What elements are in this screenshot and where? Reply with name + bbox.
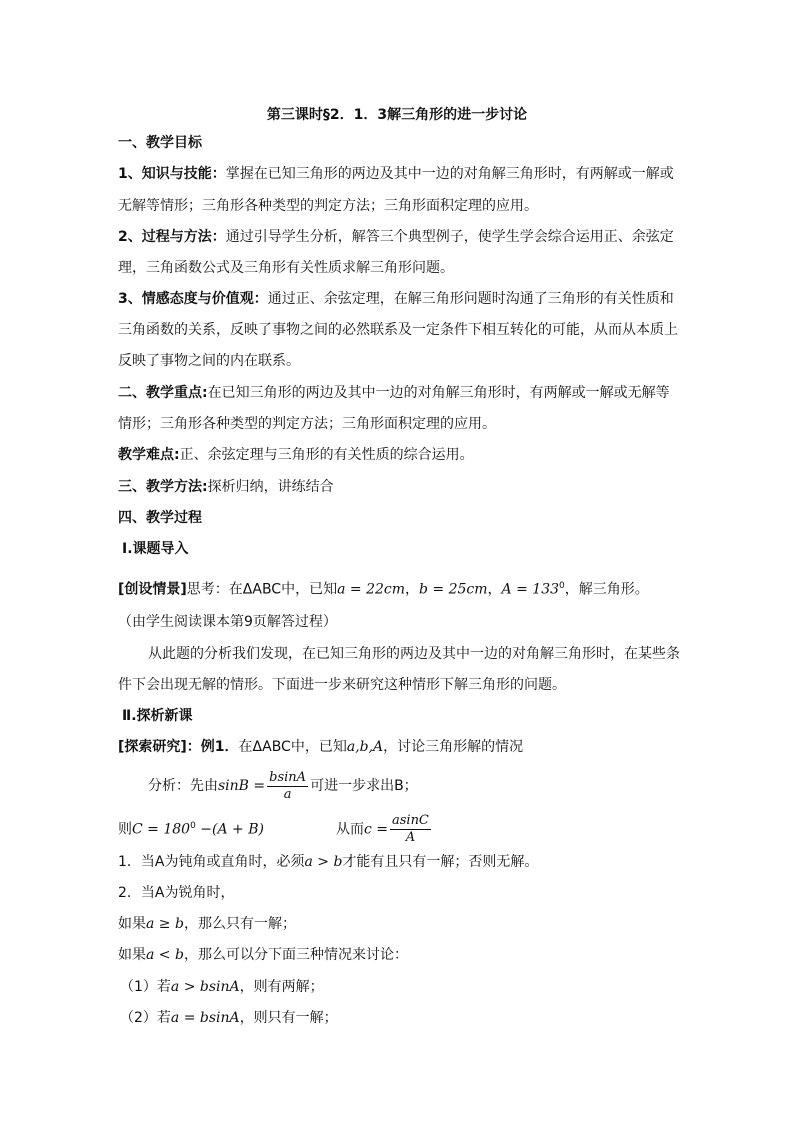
scene-sep1: ，: [405, 581, 420, 598]
objective-process-text1: 通过引导学生分析，解答三个典型例子，使学生学会综合运用正、余弦定: [225, 229, 674, 245]
case2b-post: ，那么可以分下面三种情况来讨论：: [183, 947, 408, 963]
case2b-line: [118, 946, 408, 964]
case1-line: [118, 853, 538, 871]
example-label: [探索研究]：例1．: [118, 739, 239, 755]
case1-pre: 1．当A为钝角或直角时，必须: [118, 854, 305, 870]
case2a-cond: a ≥ b: [146, 916, 184, 932]
method-line: [118, 478, 334, 496]
method-label: 三、教学方法:: [118, 479, 208, 495]
example-vars: a,b,A: [346, 739, 384, 755]
analysis-denominator: a: [283, 786, 292, 802]
key-points-line1: [118, 384, 670, 402]
objective-attitude-text1: 通过正、余弦定理，在解三角形问题时沟通了三角形的有关性质和: [267, 291, 674, 307]
analysis-post: 可进一步求出B；: [310, 778, 418, 794]
objective-process-line2: 理，三角函数公式及三角形有关性质求解三角形问题。: [118, 260, 454, 276]
difficulty-text: 正、余弦定理与三角形的有关性质的综合运用。: [179, 447, 474, 463]
difficulty-line: [118, 446, 474, 464]
analysis-fraction: [267, 770, 308, 803]
example-pre: 在ΔABC中，已知: [238, 739, 347, 755]
key-points-label: 二、教学重点:: [118, 385, 208, 401]
case2-line: 2．当A为锐角时，: [118, 885, 235, 901]
example-post: ，讨论三角形解的情况: [383, 739, 524, 755]
objective-attitude-line2: 三角函数的关系，反映了事物之间的必然联系及一定条件下相互转化的可能，从而从本质上: [118, 322, 678, 338]
then-c-numerator: asinC: [391, 813, 429, 829]
subcase2-cond: a = bsinA: [170, 1010, 240, 1026]
objective-knowledge-label: 1、知识与技能：: [118, 166, 226, 182]
subcase1-line: [120, 978, 324, 996]
objective-attitude-line3: 反映了事物之间的内在联系。: [118, 353, 300, 369]
scene-degree: 0: [559, 581, 565, 591]
analysis-lhs: sinB =: [218, 778, 266, 794]
case2a-pre: 如果: [118, 916, 146, 932]
objective-knowledge-line1: [118, 165, 674, 183]
objective-attitude-label: 3、情感态度与价值观：: [118, 291, 268, 307]
part2-heading: Ⅱ.探析新课: [122, 708, 193, 724]
scene-post: ，解三角形。: [564, 581, 649, 598]
method-text: 探析归纳，讲练结合: [207, 479, 334, 495]
then-c-pre: 则: [118, 821, 132, 838]
subcase1-cond: a > bsinA: [170, 979, 240, 995]
scene-line: [118, 577, 649, 599]
then-c-lhs: c =: [363, 821, 388, 838]
section-objectives-heading: 一、教学目标: [118, 135, 202, 151]
case1-post: 才能有且只有一解；否则无解。: [342, 854, 539, 870]
scene-pre: 思考：在ΔABC中，已知: [186, 581, 338, 598]
scene-sep2: ，: [487, 581, 502, 598]
case1-cond: a > b: [304, 854, 343, 870]
note-line: （由学生阅读课本第9页解答过程）: [118, 614, 337, 630]
case2a-line: [118, 915, 296, 933]
then-c-denominator: A: [405, 830, 416, 846]
scene-angle: A = 133: [501, 581, 560, 598]
analysis-line: [148, 768, 418, 804]
then-c-rest: −(A + B): [195, 821, 264, 838]
key-points-text1: 在已知三角形的两边及其中一边的对角解三角形时，有两解或一解或无解等: [207, 385, 670, 401]
part1-heading: Ⅰ.课题导入: [122, 541, 189, 557]
paragraph-line1: 从此题的分析我们发现，在已知三角形的两边及其中一边的对角解三角形时，在某些条: [148, 646, 680, 662]
objective-attitude-line1: [118, 290, 674, 308]
subcase2-line: [120, 1009, 338, 1027]
objective-process-line1: [118, 228, 674, 246]
scene-b: b = 25cm: [419, 581, 488, 598]
subcase2-post: ，则只有一解；: [239, 1010, 338, 1026]
subcase1-pre: （1）若: [120, 979, 171, 995]
analysis-numerator: bsinA: [269, 769, 307, 785]
scene-a: a = 22cm: [337, 581, 406, 598]
analysis-pre: 分析：先由: [148, 778, 218, 794]
objective-knowledge-text1: 掌握在已知三角形的两边及其中一边的对角解三角形时，有两解或一解或: [225, 166, 674, 182]
then-c-degree: 0: [190, 821, 196, 831]
section-process-heading: 四、教学过程: [118, 510, 202, 526]
scene-label: [创设情景]: [118, 581, 187, 598]
key-points-line2: 情形；三角形各种类型的判定方法；三角形面积定理的应用。: [118, 416, 496, 432]
case2b-cond: a < b: [146, 947, 184, 963]
page-title: 第三课时§2．1．3解三角形的进一步讨论: [266, 107, 528, 123]
subcase1-post: ，则有两解；: [239, 979, 324, 995]
case2b-pre: 如果: [118, 947, 146, 963]
then-c-line: [118, 808, 433, 848]
then-c-pre2: 从而: [335, 821, 364, 838]
example-line: [118, 738, 523, 756]
then-c-fraction: [390, 813, 431, 846]
objective-knowledge-line2: 无解等情形；三角形各种类型的判定方法；三角形面积定理的应用。: [118, 198, 538, 214]
paragraph-line2: 件下会出现无解的情形。下面进一步来研究这种情形下解三角形的问题。: [118, 677, 566, 693]
objective-process-label: 2、过程与方法：: [118, 229, 226, 245]
case2a-post: ，那么只有一解；: [183, 916, 296, 932]
then-c-eq: C = 180: [132, 821, 191, 838]
subcase2-pre: （2）若: [120, 1010, 171, 1026]
difficulty-label: 教学难点:: [118, 447, 180, 463]
